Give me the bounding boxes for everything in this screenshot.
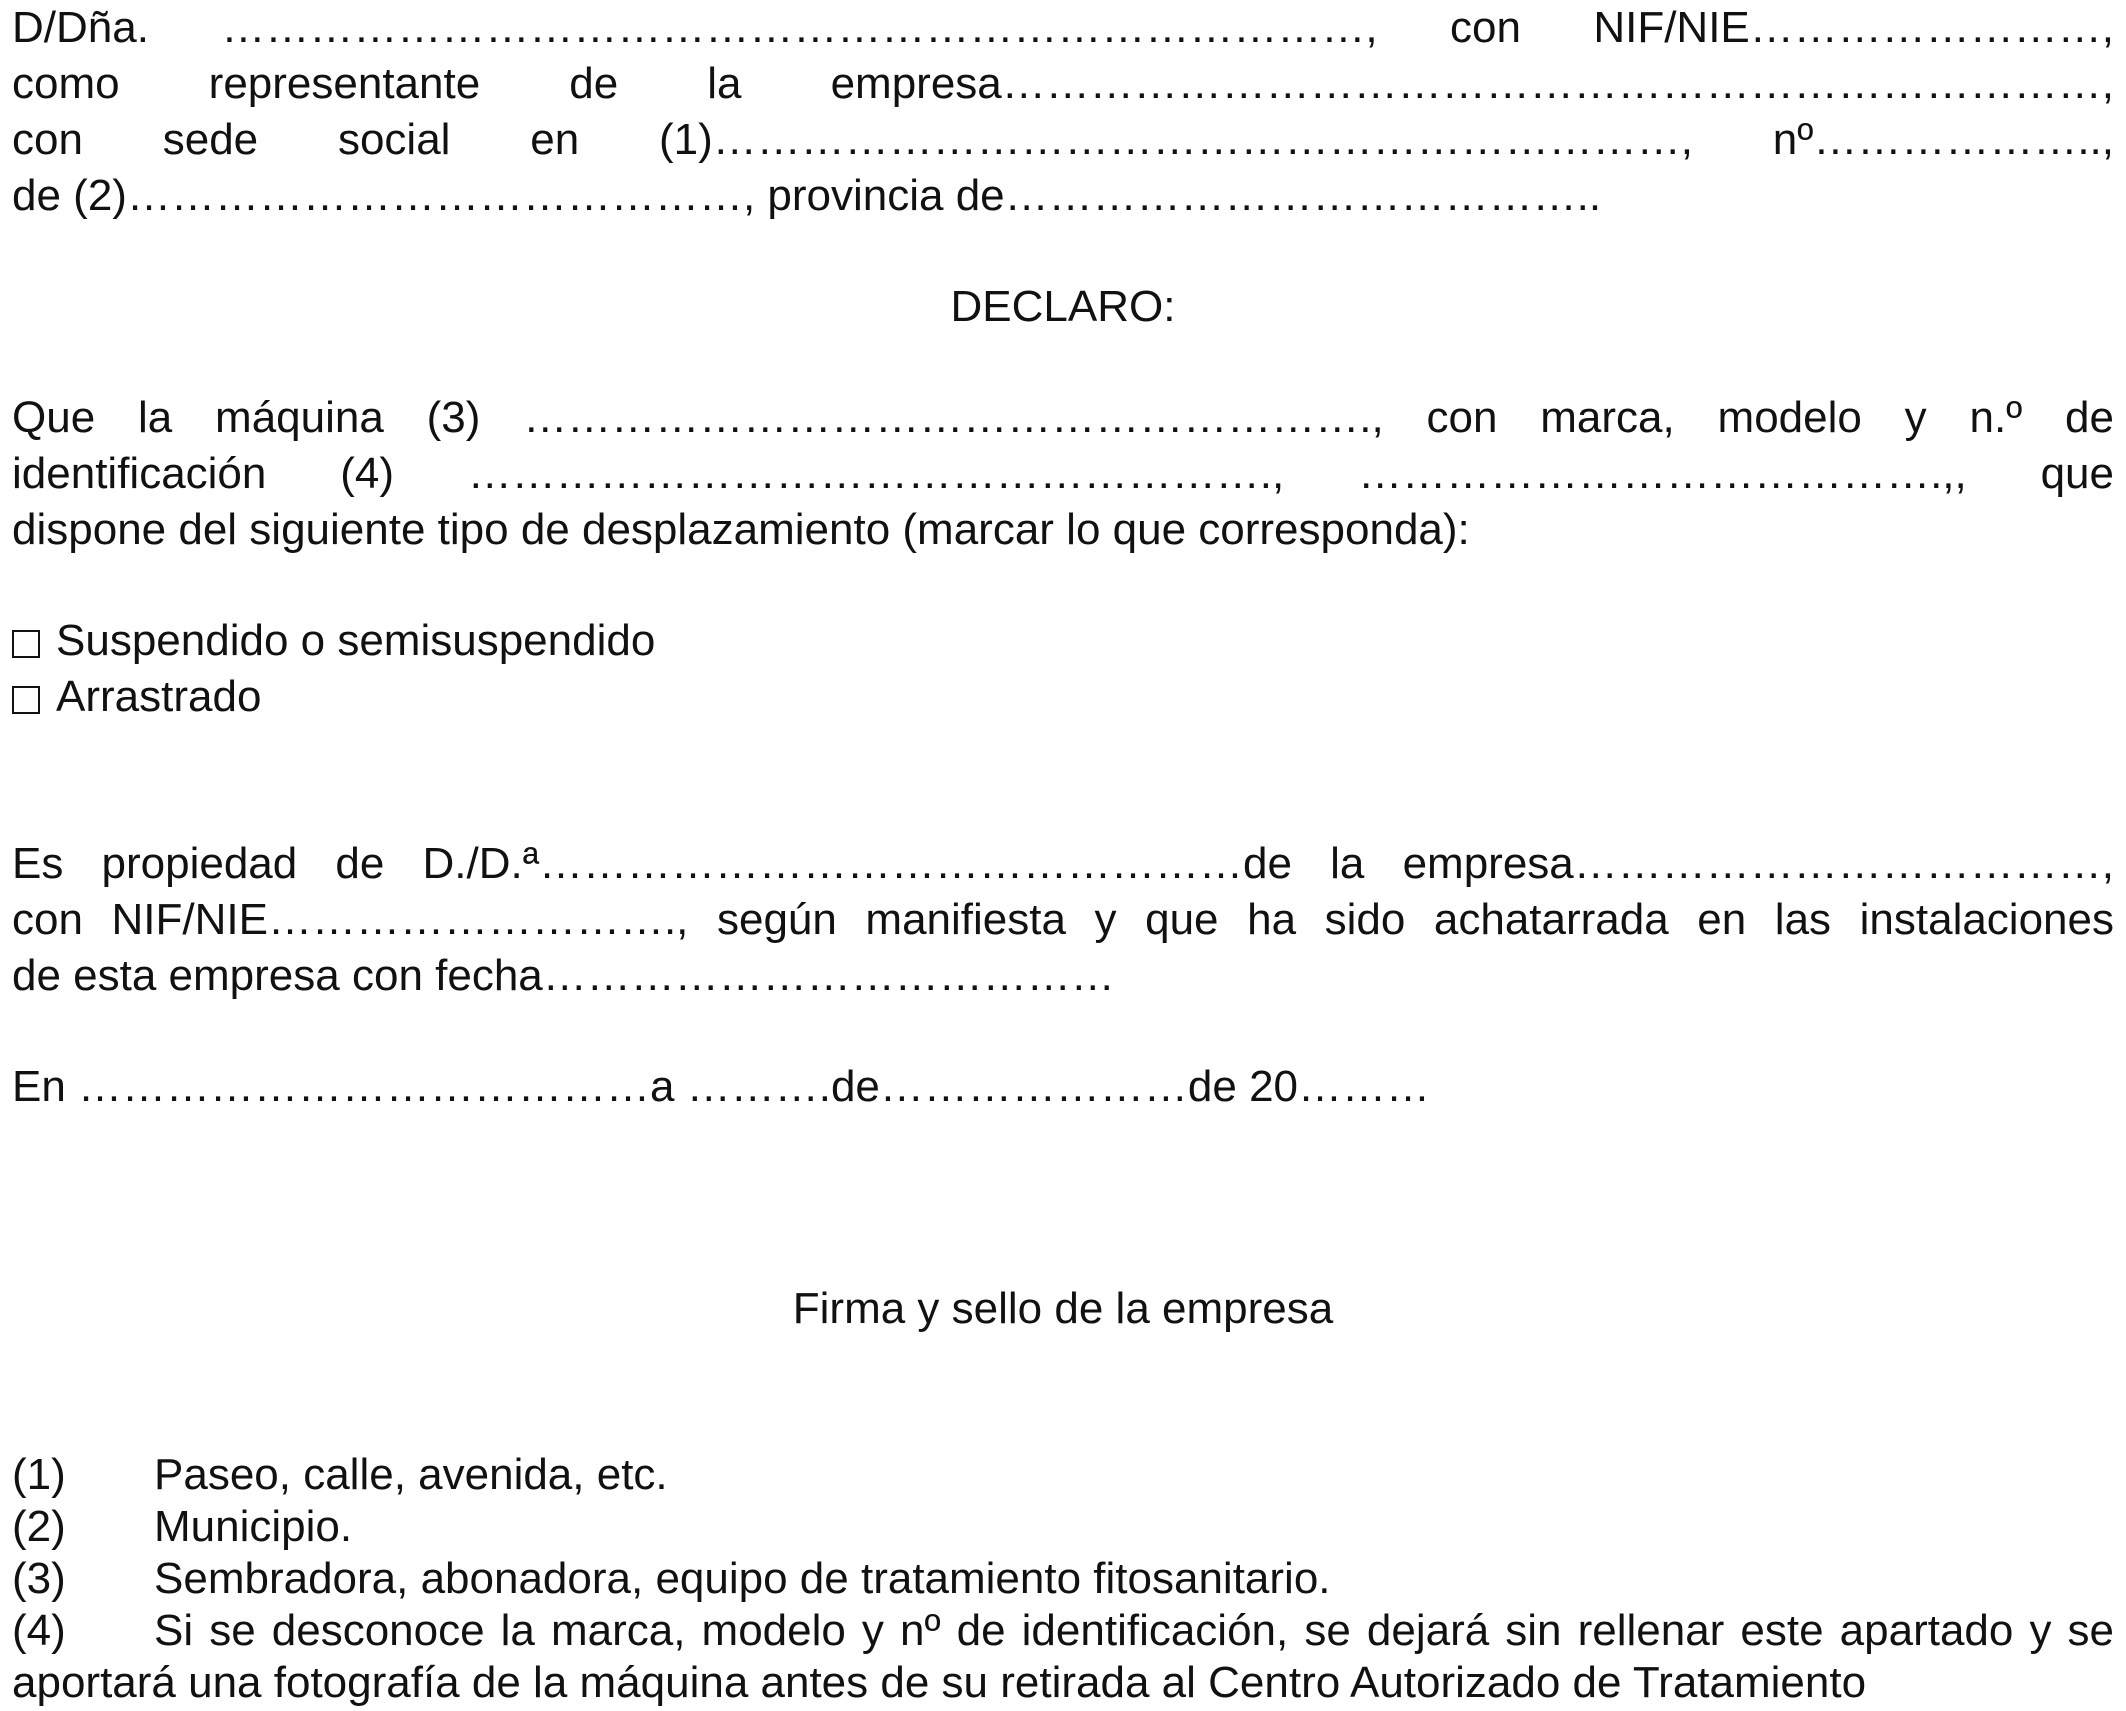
machine-line-3: dispone del siguiente tipo de desplazamiento (marcar lo que corresponda): (12, 505, 1470, 554)
footnote-text: Municipio. (154, 1502, 353, 1551)
footnote-number: (4) (12, 1606, 66, 1655)
option-arrastrado[interactable] (12, 669, 261, 725)
footnote-number: (2) (12, 1502, 66, 1551)
checkbox-suspendido[interactable] (12, 630, 40, 658)
intro-line-address: con sede social en (1)…………………………………………………………, nº……………….., (12, 115, 2114, 164)
ownership-line-2: con NIF/NIE………………………., según manifiesta y que ha sido achatarrada en las instalaciones (12, 895, 2114, 944)
footnote-text: Paseo, calle, avenida, etc. (154, 1450, 668, 1499)
footnote-3 (12, 1551, 1331, 1607)
footnote-2 (12, 1499, 352, 1555)
footnote-4 (12, 1603, 2114, 1659)
footnote-4-continuation: aportará una fotografía de la máquina antes de su retirada al Centro Autorizado de Tratamiento (12, 1658, 1867, 1707)
intro-line-name: D/Dña. ……………………………………………………………………, con NIF/NIE……………………, (12, 3, 2114, 52)
ownership-line-1: Es propiedad de D./D.ª…………………………………………de la empresa………………………………, (12, 839, 2114, 888)
option-arrastrado-label: Arrastrado (56, 672, 262, 721)
footnote-number: (3) (12, 1554, 66, 1603)
place-date-line: En …………………………………a ……….de…………………de 20……… (12, 1062, 1431, 1111)
declaro-heading: DECLARO: (950, 282, 1176, 331)
intro-line-municipality: de (2)……………………………………, provincia de………………………………….. (12, 171, 1602, 220)
option-suspendido-label: Suspendido o semisuspendido (56, 616, 656, 665)
footnote-1 (12, 1447, 668, 1503)
ownership-line-3: de esta empresa con fecha………………………………… (12, 951, 1115, 1000)
machine-line-1: Que la máquina (3) …………………………………………………., con marca, modelo y n.º de (12, 393, 2114, 442)
footnote-text: Si se desconoce la marca, modelo y nº de identificación, se dejará sin rellenar este apartado y se (154, 1606, 2114, 1655)
machine-line-2: identificación (4) ………………………………………………., ………………………………….,, que (12, 449, 2114, 498)
checkbox-arrastrado[interactable] (12, 686, 40, 714)
signature-label: Firma y sello de la empresa (792, 1284, 1334, 1333)
intro-line-company: como representante de la empresa…………………………………………………………………, (12, 59, 2114, 108)
footnote-number: (1) (12, 1450, 66, 1499)
option-suspendido[interactable] (12, 613, 655, 669)
footnote-text: Sembradora, abonadora, equipo de tratamiento fitosanitario. (154, 1554, 1331, 1603)
declaration-form (12, 0, 2114, 1710)
